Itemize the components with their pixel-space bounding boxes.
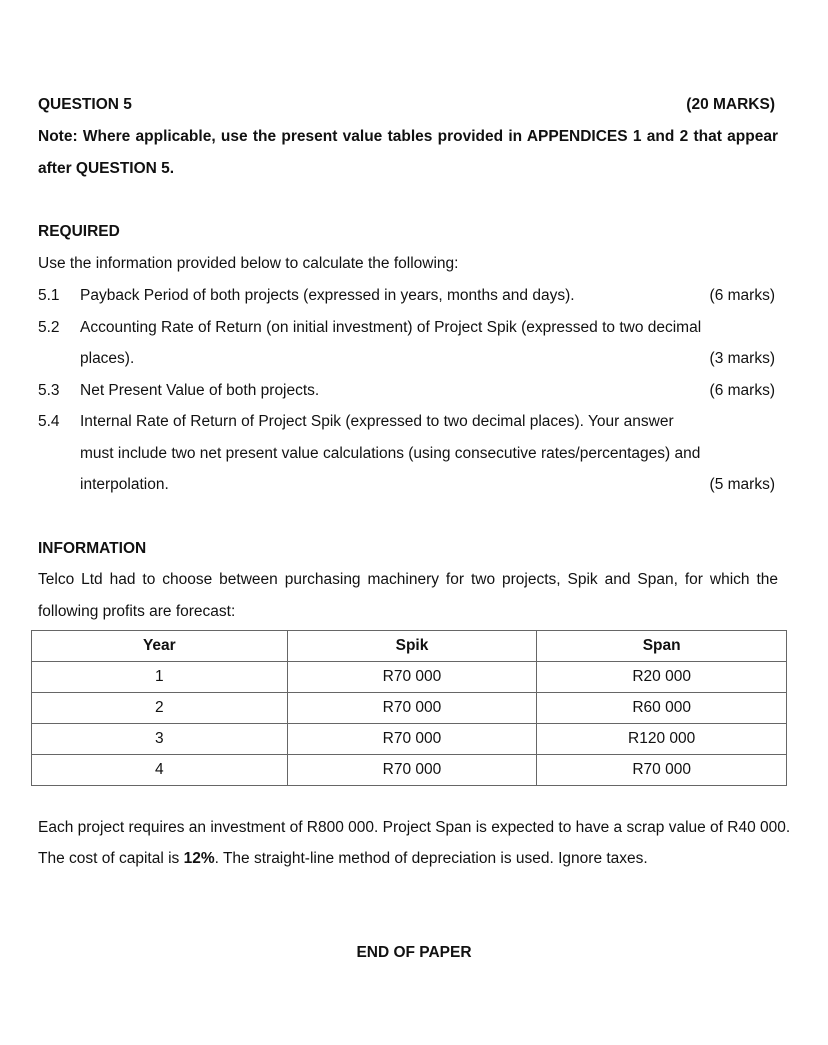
- question-title: QUESTION 5: [38, 96, 132, 113]
- table-row: [32, 662, 787, 693]
- table-header-row: [32, 631, 787, 662]
- item-marks: (6 marks): [709, 382, 775, 399]
- required-intro: Use the information provided below to calculate the following:: [38, 255, 459, 272]
- header-spik: Spik: [287, 631, 537, 662]
- cell-year: 1: [32, 662, 288, 693]
- cost-of-capital-note: [38, 850, 648, 868]
- item-number: 5.1: [38, 287, 60, 304]
- item-number: 5.3: [38, 382, 60, 399]
- information-heading: INFORMATION: [38, 540, 147, 557]
- cell-span: R20 000: [537, 662, 787, 693]
- item-text: Net Present Value of both projects.: [80, 382, 320, 399]
- item-marks: (6 marks): [709, 287, 775, 304]
- cell-spik: R70 000: [287, 662, 537, 693]
- cell-year: 4: [32, 755, 288, 786]
- table-row: [32, 755, 787, 786]
- item-marks: (5 marks): [709, 476, 775, 493]
- cell-span: R70 000: [537, 755, 787, 786]
- note-line-1: Note: Where applicable, use the present value tables provided in APPENDICES 1 and 2 that appear: [38, 128, 778, 145]
- cell-year: 3: [32, 724, 288, 755]
- item-text: Accounting Rate of Return (on initial investment) of Project Spik (expressed to two decimal: [80, 319, 702, 336]
- cell-spik: R70 000: [287, 755, 537, 786]
- item-text: must include two net present value calculations (using consecutive rates/percentages) and: [80, 445, 701, 462]
- cost-suffix: . The straight-line method of depreciation is used. Ignore taxes.: [214, 850, 648, 867]
- item-text: places).: [80, 350, 135, 367]
- required-heading: REQUIRED: [38, 223, 120, 240]
- item-marks: (3 marks): [709, 350, 775, 367]
- note-line-2: after QUESTION 5.: [38, 160, 175, 177]
- table-row: [32, 724, 787, 755]
- cell-span: R120 000: [537, 724, 787, 755]
- cost-of-capital-rate: 12%: [183, 850, 215, 867]
- question-marks: (20 MARKS): [686, 96, 775, 113]
- item-text: interpolation.: [80, 476, 169, 493]
- table-row: [32, 693, 787, 724]
- cell-spik: R70 000: [287, 693, 537, 724]
- investment-note: Each project requires an investment of R800 000. Project Span is expected to have a scrap value of R40 000.: [38, 819, 791, 836]
- item-text: Internal Rate of Return of Project Spik (expressed to two decimal places). Your answer: [80, 413, 674, 430]
- profit-forecast-table: [31, 630, 787, 786]
- item-text: Payback Period of both projects (expressed in years, months and days).: [80, 287, 575, 304]
- cost-prefix: The cost of capital is: [38, 850, 184, 867]
- end-of-paper: END OF PAPER: [356, 944, 472, 961]
- information-line-1: Telco Ltd had to choose between purchasing machinery for two projects, Spik and Span, for which the: [38, 571, 778, 588]
- cell-year: 2: [32, 693, 288, 724]
- header-span: Span: [537, 631, 787, 662]
- item-number: 5.2: [38, 319, 60, 336]
- cell-spik: R70 000: [287, 724, 537, 755]
- cell-span: R60 000: [537, 693, 787, 724]
- information-line-2: following profits are forecast:: [38, 603, 236, 620]
- item-number: 5.4: [38, 413, 60, 430]
- header-year: Year: [32, 631, 288, 662]
